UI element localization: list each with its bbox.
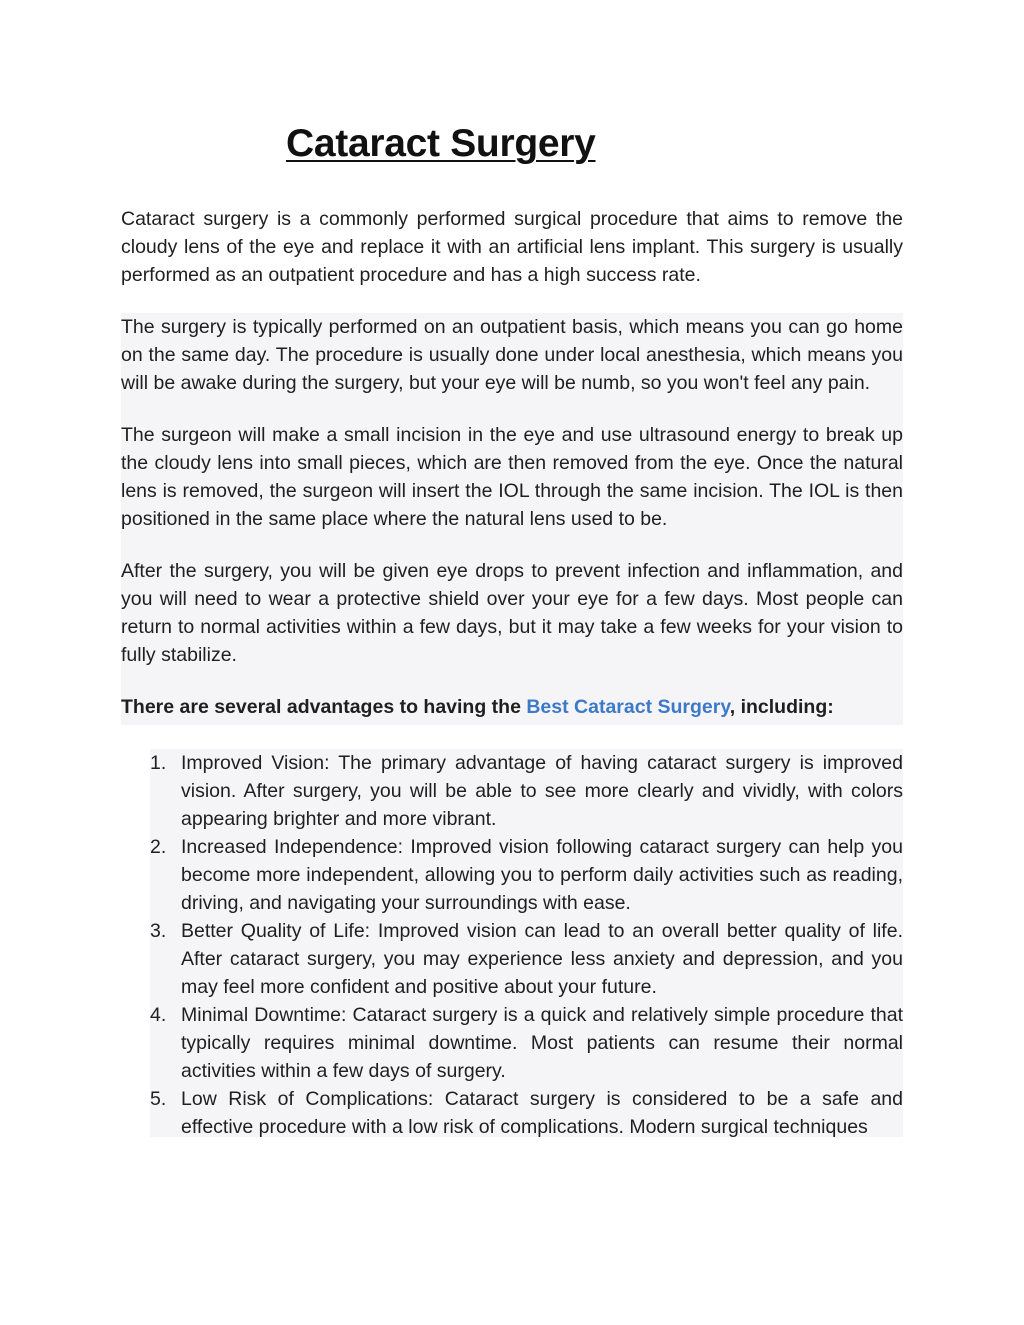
document-body bbox=[121, 205, 903, 1137]
list-item-number: 5. bbox=[150, 1088, 167, 1110]
list-item-text: Increased Independence: Improved vision following cataract surgery can help you become more independent, allowing you to perform daily activities such as reading, driving, and navigating your surroundings with ease. bbox=[181, 836, 903, 914]
list-item bbox=[150, 1085, 903, 1137]
list-item-text: Better Quality of Life: Improved vision can lead to an overall better quality of life. After cataract surgery, you may experience less anxiety and depression, and you may feel more confident and positive about your future. bbox=[181, 920, 903, 998]
best-cataract-surgery-link[interactable]: Best Cataract Surgery bbox=[526, 696, 730, 718]
list-item bbox=[150, 1001, 903, 1085]
list-item bbox=[150, 749, 903, 833]
recovery-paragraph: After the surgery, you will be given eye drops to prevent infection and inflammation, and you will need to wear a protective shield over your eye for a few days. Most people can return to normal activities within a few days, but it may take a few weeks for your vision to fully stabilize. bbox=[121, 560, 903, 666]
intro-paragraph: Cataract surgery is a commonly performed surgical procedure that aims to remove the cloudy lens of the eye and replace it with an artificial lens implant. This surgery is usually performed as an outpatient procedure and has a high success rate. bbox=[121, 208, 903, 286]
shaded-section bbox=[121, 313, 903, 725]
list-item-number: 2. bbox=[150, 836, 167, 858]
list-item-number: 4. bbox=[150, 1004, 167, 1026]
list-item-number: 1. bbox=[150, 752, 167, 774]
advantages-heading-prefix: There are several advantages to having the bbox=[121, 696, 527, 718]
list-item-number: 3. bbox=[150, 920, 167, 942]
list-item bbox=[150, 833, 903, 917]
advantages-list bbox=[150, 749, 903, 1137]
list-item-text: Minimal Downtime: Cataract surgery is a quick and relatively simple procedure that typically requires minimal downtime. Most patients can resume their normal activities within a few days of surgery. bbox=[181, 1004, 903, 1082]
list-item-text: Improved Vision: The primary advantage of having cataract surgery is improved vision. After surgery, you will be able to see more clearly and vividly, with colors appearing brighter and more vibrant. bbox=[181, 752, 903, 830]
list-item bbox=[150, 917, 903, 1001]
outpatient-paragraph: The surgery is typically performed on an outpatient basis, which means you can go home on the same day. The procedure is usually done under local anesthesia, which means you will be awake during the surgery, but your eye will be numb, so you won't feel any pain. bbox=[121, 316, 903, 394]
advantages-heading bbox=[121, 693, 903, 725]
page-title: Cataract Surgery bbox=[286, 122, 596, 165]
advantages-heading-suffix: , including: bbox=[729, 696, 834, 718]
procedure-paragraph: The surgeon will make a small incision in the eye and use ultrasound energy to break up the cloudy lens into small pieces, which are then removed from the eye. Once the natural lens is removed, the surgeon will insert the IOL through the same incision. The IOL is then positioned in the same place where the natural lens used to be. bbox=[121, 424, 903, 530]
list-item-text: Low Risk of Complications: Cataract surgery is considered to be a safe and effective procedure with a low risk of complications. Modern surgical techniques bbox=[181, 1088, 903, 1137]
